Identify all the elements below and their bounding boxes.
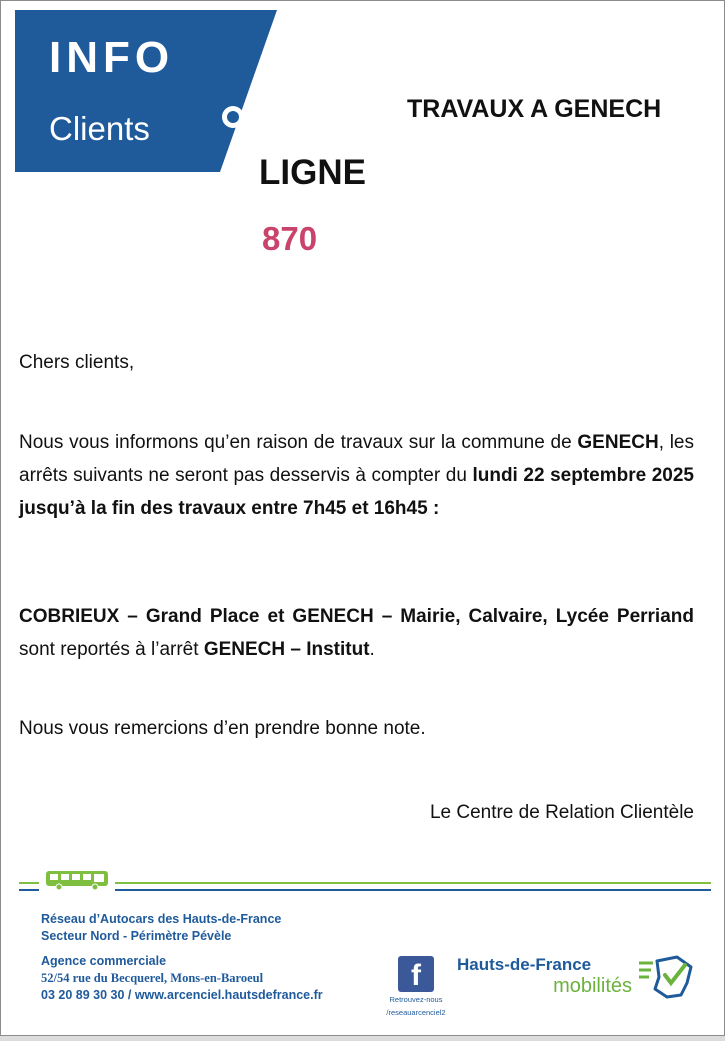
banner-clients-text: Clients bbox=[49, 110, 150, 147]
facebook-text-2: /reseauarcenciel2 bbox=[386, 1008, 446, 1017]
footer-sector: Secteur Nord - Périmètre Pévèle bbox=[41, 929, 232, 943]
hdf-mobilites-logo bbox=[457, 955, 632, 997]
page-bottom-strip bbox=[0, 1036, 725, 1041]
facebook-icon[interactable]: f bbox=[398, 956, 434, 992]
para2-bold-stops: COBRIEUX – Grand Place et GENECH – Mairie, Calvaire, Lycée Perriand bbox=[19, 606, 694, 627]
info-clients-banner bbox=[15, 10, 277, 172]
para1-bold-commune: GENECH bbox=[577, 432, 659, 453]
greeting: Chers clients, bbox=[19, 352, 135, 373]
footer-divider-green bbox=[19, 882, 711, 884]
para2-text-1: sont reportés à l’arrêt bbox=[19, 639, 204, 660]
para2-text-2: . bbox=[369, 639, 375, 660]
hdf-map-icon bbox=[637, 953, 697, 1008]
footer-contact: 03 20 89 30 30 / www.arcenciel.hautsdefrance.fr bbox=[41, 988, 323, 1002]
hdf-logo-title: Hauts-de-France bbox=[457, 955, 592, 974]
signature: Le Centre de Relation Clientèle bbox=[429, 802, 694, 823]
footer-agency-label: Agence commerciale bbox=[41, 954, 167, 968]
banner-info-text: INFO bbox=[49, 33, 175, 82]
para1-text-1: Nous vous informons qu’en raison de travaux sur la commune de bbox=[19, 432, 578, 453]
footer-contact-block bbox=[41, 911, 323, 1004]
facebook-text-1: Retrouvez-nous bbox=[389, 995, 443, 1004]
footer-divider-blue bbox=[19, 889, 711, 891]
notice-paragraph bbox=[19, 426, 694, 525]
facebook-block[interactable] bbox=[381, 956, 451, 1018]
ligne-number: 870 bbox=[262, 220, 318, 257]
footer-address: 52/54 rue du Becquerel, Mons-en-Baroeul bbox=[41, 971, 264, 985]
stops-paragraph bbox=[19, 600, 694, 666]
thanks-paragraph: Nous vous remercions d’en prendre bonne note. bbox=[19, 718, 426, 739]
hdf-logo-sub: mobilités bbox=[553, 975, 632, 997]
footer-network-name: Réseau d’Autocars des Hauts-de-France bbox=[41, 912, 282, 926]
bus-icon bbox=[39, 869, 115, 896]
para2-bold-new-stop: GENECH – Institut bbox=[203, 639, 370, 660]
travaux-title: TRAVAUX A GENECH bbox=[407, 95, 662, 123]
para1-text-2: , les arrêts suivants ne seront pas desservis à compter du bbox=[19, 432, 694, 486]
ligne-label: LIGNE bbox=[259, 153, 366, 192]
para1-bold-dates: lundi 22 septembre 2025 jusqu’à la fin des travaux entre 7h45 et 16h45 : bbox=[19, 465, 694, 519]
